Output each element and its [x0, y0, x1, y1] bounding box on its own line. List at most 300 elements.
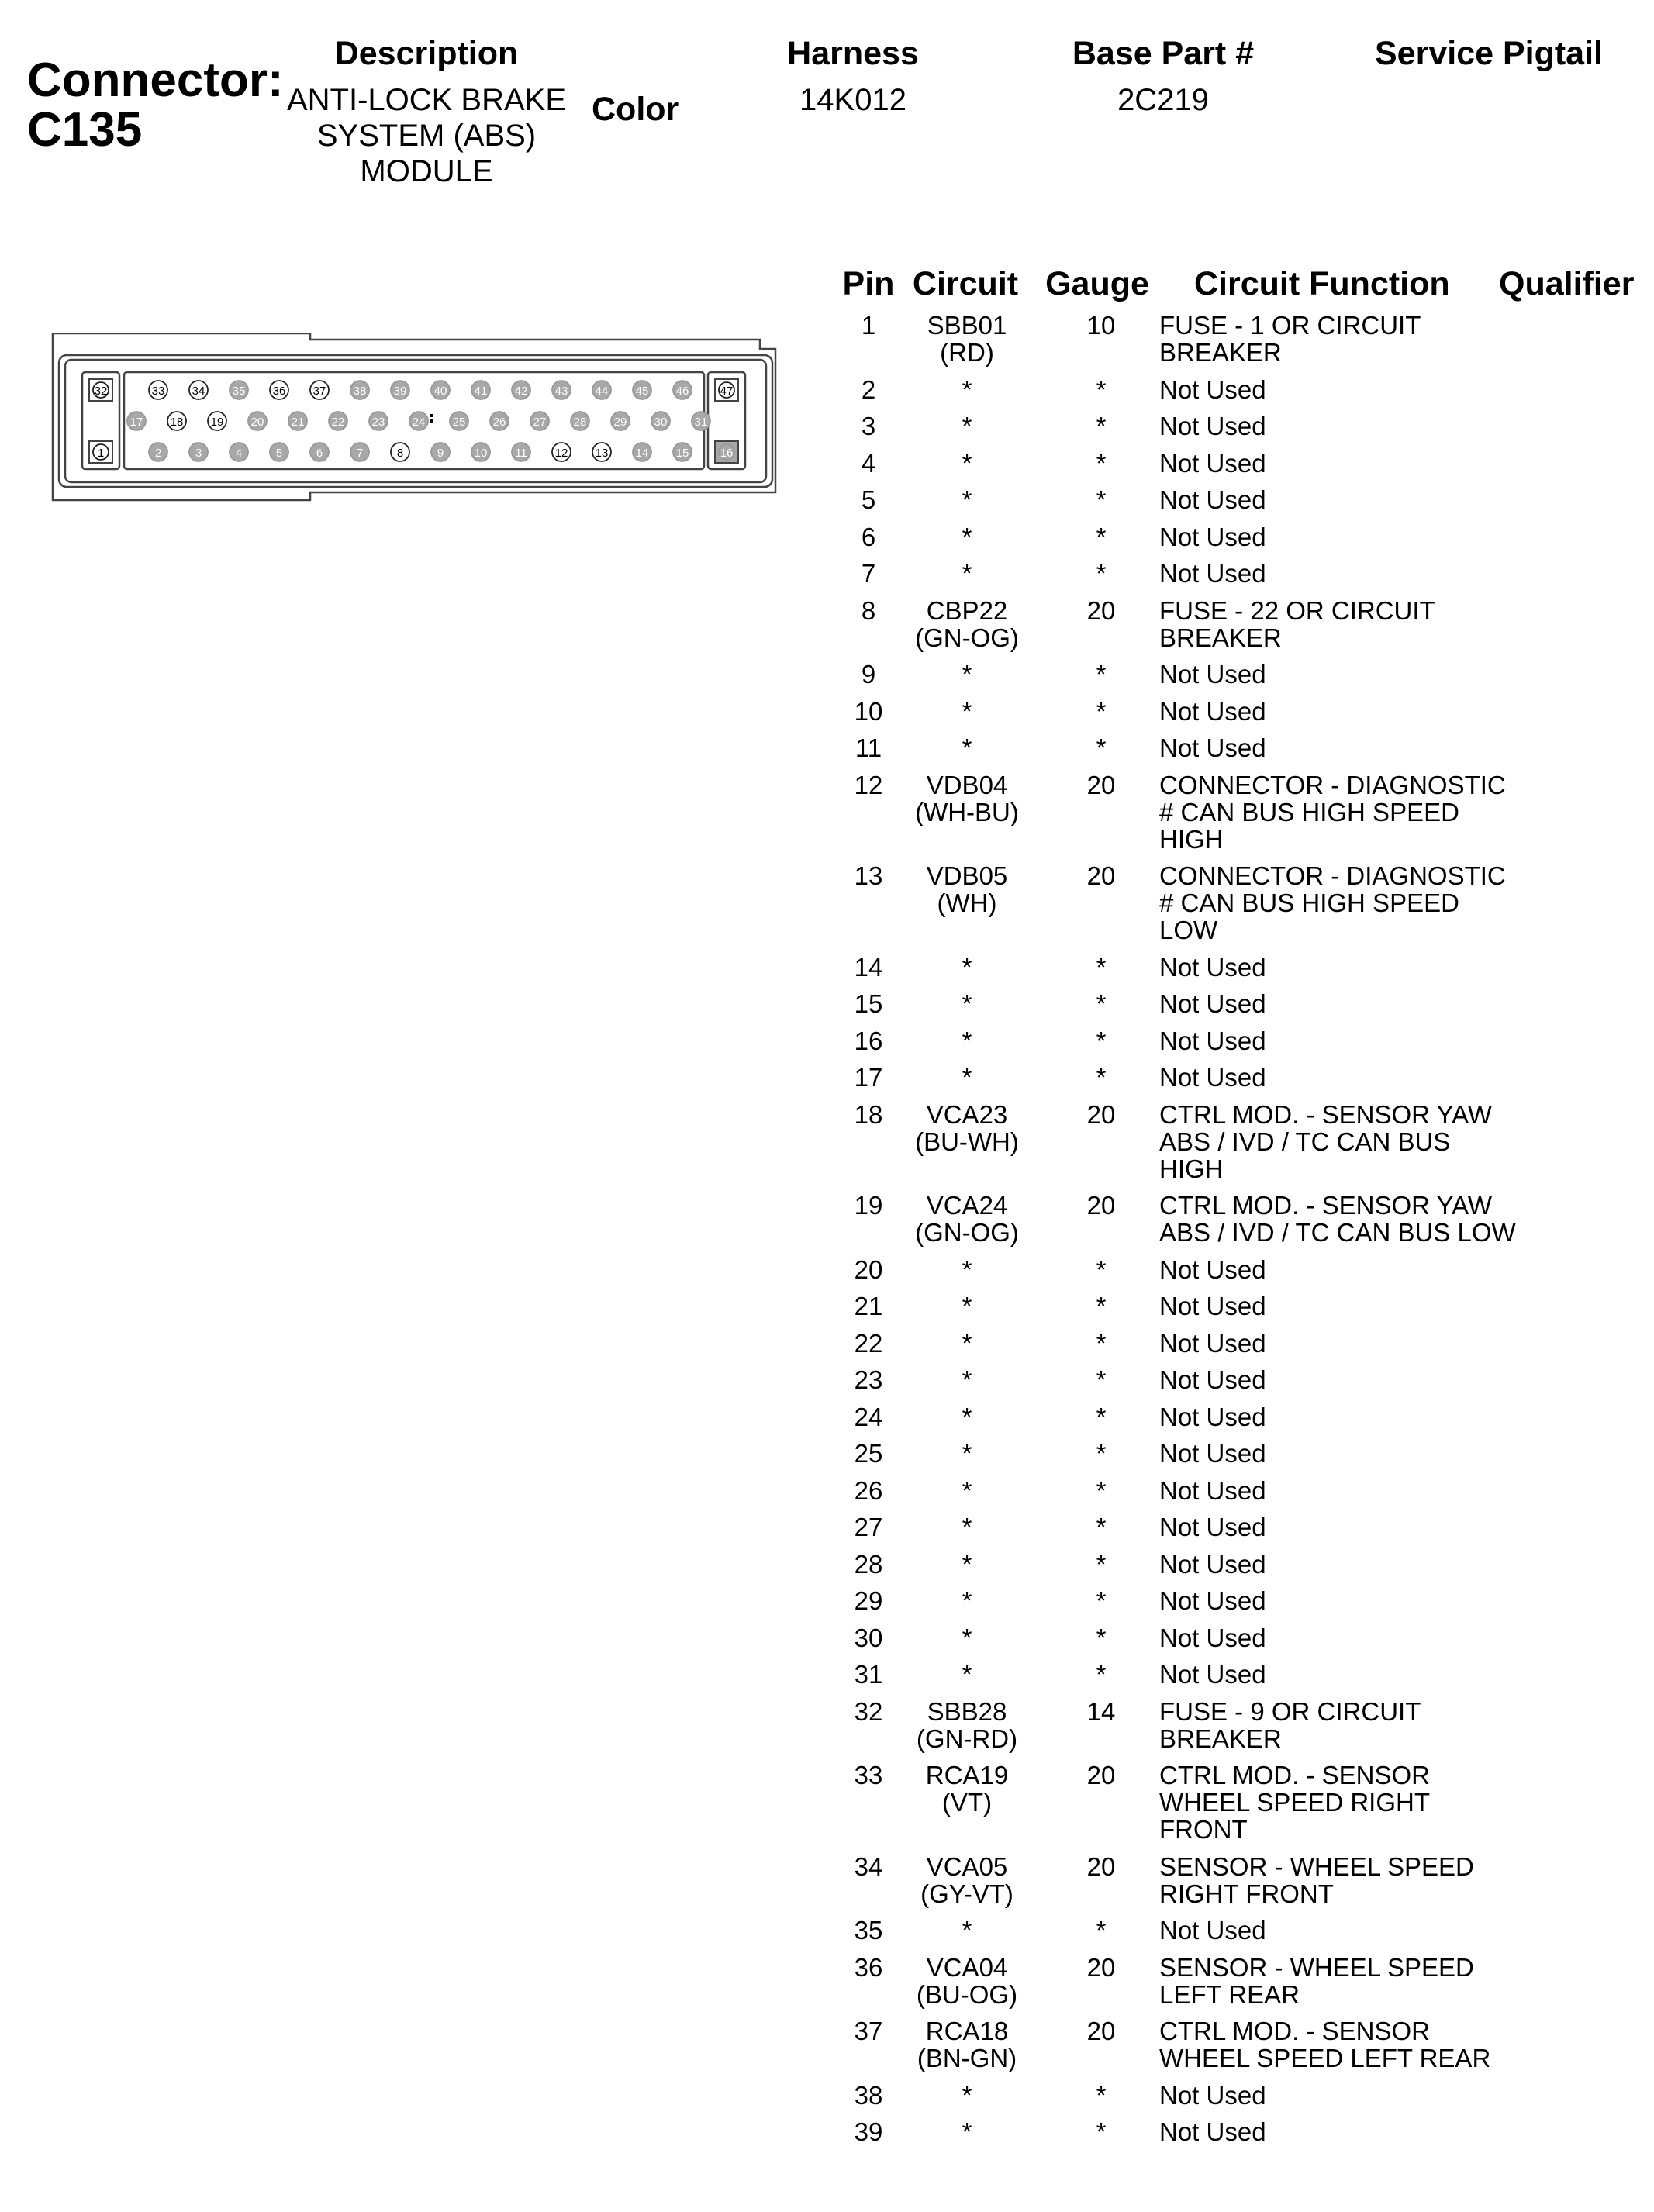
pin-label: 2 [154, 447, 162, 460]
pin-37 [310, 381, 329, 399]
circuit-cell [909, 2118, 1025, 2145]
pin-10 [471, 443, 490, 461]
pin-label: 36 [272, 385, 286, 398]
table-row [834, 312, 1648, 366]
table-row [834, 2118, 1648, 2145]
pin-label: 31 [694, 416, 708, 429]
pin-26 [490, 412, 509, 430]
pin-number: 19 [854, 1191, 883, 1220]
wire-gauge: * [1096, 485, 1107, 514]
circuit-function: Not Used [1159, 1063, 1266, 1092]
pin-label: 12 [554, 447, 568, 460]
pin-label: 19 [210, 416, 224, 429]
pin-number: 35 [854, 1916, 883, 1945]
pin-number: 21 [854, 1292, 883, 1320]
table-row [834, 1587, 1648, 1614]
table-row [834, 1292, 1648, 1320]
table-row [834, 486, 1648, 513]
pin-41 [471, 381, 490, 399]
pin-number: 8 [861, 595, 876, 625]
pin-3 [189, 443, 208, 461]
pin-11 [512, 443, 530, 461]
circuit-function: Not Used [1159, 660, 1266, 688]
circuit-cell [909, 771, 1025, 826]
pin-label: 41 [474, 385, 488, 398]
circuit-function: CTRL MOD. - SENSOR YAW ABS / IVD / TC CAN BUS HIGH [1159, 1099, 1493, 1183]
wire-gauge: 20 [1086, 770, 1116, 799]
wire-gauge: * [1096, 1328, 1107, 1358]
circuit-cell [909, 1853, 1025, 1907]
table-row [834, 1513, 1648, 1541]
circuit-cell [909, 2017, 1025, 2072]
pin-label: 21 [291, 416, 305, 429]
wire-gauge: * [1096, 952, 1107, 982]
table-row [834, 560, 1648, 587]
circuit-cell [909, 1366, 1025, 1393]
pin-label: 22 [331, 416, 345, 429]
pin-label: 33 [151, 385, 165, 398]
circuit-cell [909, 1256, 1025, 1283]
pin-number: 24 [854, 1402, 883, 1431]
connector-label: Connector: [27, 53, 284, 107]
pin-label: 30 [654, 416, 668, 429]
wire-color: (BU-WH) [915, 1127, 1019, 1156]
circuit-id: * [962, 1328, 972, 1358]
pin-7 [350, 443, 369, 461]
pin-number: 12 [854, 770, 883, 799]
table-row [834, 1064, 1648, 1091]
pin-table [834, 312, 1648, 2155]
table-row [834, 1101, 1648, 1182]
pin-label: 18 [170, 416, 184, 429]
wire-color: (GN-OG) [915, 1218, 1019, 1247]
circuit-function: Not Used [1159, 1513, 1266, 1541]
pin-4 [230, 443, 248, 461]
circuit-function: FUSE - 22 OR CIRCUIT BREAKER [1159, 595, 1435, 652]
pin-42 [512, 381, 530, 399]
pin-label: 14 [635, 447, 649, 460]
pin-29 [611, 412, 630, 430]
pin-number: 38 [854, 2080, 883, 2110]
pin-number: 7 [861, 559, 876, 588]
pin-1 [89, 441, 112, 463]
circuit-id: * [962, 1402, 972, 1431]
pin-label: 37 [312, 385, 326, 398]
pin-label: 4 [235, 447, 243, 460]
circuit-function: Not Used [1159, 1475, 1266, 1505]
pin-label: 6 [316, 447, 323, 460]
circuit-id: VCA04 [926, 1952, 1008, 1982]
circuit-cell [909, 734, 1025, 761]
circuit-function: FUSE - 9 OR CIRCUIT BREAKER [1159, 1696, 1421, 1753]
pin-25 [450, 412, 468, 430]
pin-number: 6 [861, 522, 876, 551]
circuit-function: CTRL MOD. - SENSOR WHEEL SPEED RIGHT FRONT [1159, 1761, 1430, 1844]
table-row [834, 450, 1648, 477]
circuit-function: SENSOR - WHEEL SPEED RIGHT FRONT [1159, 1851, 1474, 1908]
pin-14 [633, 443, 651, 461]
circuit-id: VCA05 [926, 1851, 1008, 1881]
pin-45 [633, 381, 651, 399]
circuit-function: Not Used [1159, 696, 1266, 726]
pin-label: 16 [720, 447, 734, 460]
wire-gauge: 20 [1086, 861, 1116, 890]
pin-label: 20 [250, 416, 264, 429]
table-row [834, 1624, 1648, 1651]
circuit-id: * [962, 660, 972, 688]
pin-number: 37 [854, 2017, 883, 2045]
table-row [834, 1256, 1648, 1283]
circuit-cell [909, 597, 1025, 651]
circuit-function: Not Used [1159, 2117, 1266, 2146]
pin-label: 38 [353, 385, 367, 398]
wire-gauge: 20 [1086, 2017, 1116, 2045]
circuit-id: * [962, 1660, 972, 1689]
pin-number: 22 [854, 1328, 883, 1358]
wire-gauge: * [1096, 1586, 1107, 1615]
wire-gauge: * [1096, 1549, 1107, 1579]
pin-number: 26 [854, 1475, 883, 1505]
pin-31 [692, 412, 710, 430]
wire-gauge: * [1096, 1439, 1107, 1468]
circuit-cell [909, 2082, 1025, 2109]
circuit-id: * [962, 1916, 972, 1945]
circuit-id: * [962, 696, 972, 726]
circuit-id: * [962, 952, 972, 982]
pin-label: 29 [613, 416, 627, 429]
wire-gauge: 20 [1086, 1851, 1116, 1881]
pin-label: 5 [275, 447, 283, 460]
circuit-id: * [962, 1586, 972, 1615]
pin-label: 40 [433, 385, 447, 398]
pin-label: 8 [396, 447, 404, 460]
pin-number: 30 [854, 1623, 883, 1652]
table-row [834, 523, 1648, 550]
table-row [834, 661, 1648, 688]
circuit-function: Not Used [1159, 1328, 1266, 1358]
pin-number: 3 [861, 412, 876, 440]
table-row [834, 1027, 1648, 1054]
circuit-id: * [962, 559, 972, 588]
wire-gauge: 20 [1086, 1099, 1116, 1129]
wire-gauge: * [1096, 374, 1107, 404]
pin-label: 46 [675, 385, 689, 398]
pin-number: 14 [854, 952, 883, 982]
pin-label: 23 [371, 416, 385, 429]
circuit-cell [909, 450, 1025, 477]
wire-gauge: * [1096, 522, 1107, 551]
circuit-function: SENSOR - WHEEL SPEED LEFT REAR [1159, 1952, 1474, 2009]
wire-gauge: 10 [1086, 311, 1116, 340]
circuit-id: RCA19 [925, 1761, 1009, 1789]
pin-number: 23 [854, 1365, 883, 1394]
circuit-id: * [962, 733, 972, 762]
circuit-function: Not Used [1159, 1660, 1266, 1689]
circuit-id: * [962, 412, 972, 440]
pin-16 [715, 441, 738, 463]
table-row [834, 734, 1648, 761]
table-row [834, 1403, 1648, 1430]
pin-22 [329, 412, 347, 430]
circuit-function: CTRL MOD. - SENSOR YAW ABS / IVD / TC CAN BUS LOW [1159, 1191, 1516, 1247]
wire-gauge: * [1096, 660, 1107, 688]
pin-number: 4 [861, 448, 876, 478]
harness-label: Harness [787, 35, 919, 72]
wire-gauge: * [1096, 448, 1107, 478]
wire-gauge: * [1096, 1063, 1107, 1092]
circuit-function: Not Used [1159, 1402, 1266, 1431]
wire-gauge: 20 [1086, 1191, 1116, 1220]
wire-color: (GN-OG) [915, 623, 1019, 652]
pin-label: 44 [595, 385, 609, 398]
table-row [834, 1954, 1648, 2008]
circuit-function: Not Used [1159, 989, 1266, 1018]
wire-gauge: * [1096, 696, 1107, 726]
circuit-cell [909, 954, 1025, 981]
pin-label: 26 [492, 416, 506, 429]
pin-label: 45 [635, 385, 649, 398]
pin-47 [715, 379, 738, 401]
column-header-circuit: Circuit [912, 265, 1019, 302]
pin-number: 10 [854, 696, 883, 726]
pin-number: 2 [861, 374, 876, 404]
wire-gauge: * [1096, 1660, 1107, 1689]
description-label: Description [334, 35, 519, 72]
harness-value: 14K012 [799, 83, 906, 117]
pin-13 [592, 443, 611, 461]
pin-label: 35 [232, 385, 246, 398]
circuit-id: * [962, 1475, 972, 1505]
base-part-label: Base Part # [1072, 35, 1255, 72]
pin-33 [149, 381, 167, 399]
pin-20 [248, 412, 267, 430]
circuit-cell [909, 1477, 1025, 1504]
wire-gauge: * [1096, 559, 1107, 588]
wire-color: (RD) [940, 338, 994, 367]
circuit-cell [909, 1661, 1025, 1688]
circuit-cell [909, 990, 1025, 1017]
pin-label: 24 [412, 416, 426, 429]
wire-gauge: * [1096, 1475, 1107, 1505]
pin-label: 47 [720, 385, 734, 398]
circuit-cell [909, 376, 1025, 403]
circuit-function: Not Used [1159, 485, 1266, 514]
table-row [834, 597, 1648, 651]
circuit-id: SBB28 [927, 1696, 1007, 1726]
circuit-id: * [962, 1549, 972, 1579]
circuit-function: Not Used [1159, 1549, 1266, 1579]
table-row [834, 1551, 1648, 1578]
table-row [834, 1917, 1648, 1944]
pin-2 [149, 443, 167, 461]
circuit-cell [909, 1587, 1025, 1614]
pin-label: 34 [192, 385, 205, 398]
circuit-id: * [962, 448, 972, 478]
pin-number: 13 [854, 861, 883, 890]
circuit-function: Not Used [1159, 1623, 1266, 1652]
column-header-qualifier: Qualifier [1499, 265, 1635, 302]
pin-46 [673, 381, 692, 399]
circuit-function: Not Used [1159, 1254, 1266, 1284]
pin-number: 29 [854, 1586, 883, 1615]
pin-number: 9 [861, 660, 876, 688]
wire-color: (WH-BU) [915, 797, 1019, 826]
table-row [834, 771, 1648, 853]
pin-5 [270, 443, 288, 461]
circuit-cell [909, 412, 1025, 440]
circuit-id: VCA24 [926, 1191, 1008, 1220]
circuit-id: CBP22 [926, 595, 1008, 625]
wire-color: (BN-GN) [917, 2044, 1017, 2072]
circuit-function: Not Used [1159, 412, 1266, 440]
circuit-function: FUSE - 1 OR CIRCUIT BREAKER [1159, 311, 1421, 367]
wire-gauge: 20 [1086, 595, 1116, 625]
circuit-id: * [962, 1254, 972, 1284]
pin-label: 25 [452, 416, 466, 429]
pin-35 [230, 381, 248, 399]
pin-number: 5 [861, 485, 876, 514]
circuit-cell [909, 1292, 1025, 1320]
circuit-id: * [962, 374, 972, 404]
circuit-function: Not Used [1159, 733, 1266, 762]
pin-number: 27 [854, 1513, 883, 1541]
pin-label: 42 [514, 385, 528, 398]
pin-12 [552, 443, 571, 461]
wire-gauge: * [1096, 1026, 1107, 1055]
pin-number: 33 [854, 1761, 883, 1789]
pin-44 [592, 381, 611, 399]
table-row [834, 1853, 1648, 1907]
pin-23 [369, 412, 388, 430]
pin-label: 28 [573, 416, 587, 429]
pin-number: 16 [854, 1026, 883, 1055]
circuit-id: VCA23 [926, 1099, 1008, 1129]
circuit-cell [909, 1064, 1025, 1091]
pin-label: 17 [129, 416, 143, 429]
column-header-gauge: Gauge [1045, 265, 1149, 302]
circuit-function: Not Used [1159, 1916, 1266, 1945]
wire-color: (WH) [937, 889, 997, 917]
description-value: ANTI-LOCK BRAKE SYSTEM (ABS) MODULE [286, 83, 567, 188]
pin-label: 3 [195, 447, 202, 460]
circuit-cell [909, 1917, 1025, 1944]
table-row [834, 2017, 1648, 2072]
circuit-id: VDB04 [926, 770, 1008, 799]
wire-gauge: * [1096, 412, 1107, 440]
circuit-function: Not Used [1159, 1439, 1266, 1468]
table-row [834, 1661, 1648, 1688]
circuit-cell [909, 560, 1025, 587]
circuit-function: CONNECTOR - DIAGNOSTIC # CAN BUS HIGH SPEED HIGH [1159, 770, 1506, 854]
circuit-function: CTRL MOD. - SENSOR WHEEL SPEED LEFT REAR [1159, 2017, 1491, 2072]
pin-label: 32 [94, 385, 108, 398]
circuit-function: CONNECTOR - DIAGNOSTIC # CAN BUS HIGH SPEED LOW [1159, 861, 1506, 944]
pin-label: 11 [515, 447, 527, 460]
wire-gauge: * [1096, 989, 1107, 1018]
pin-number: 36 [854, 1952, 883, 1982]
pin-label: 43 [554, 385, 568, 398]
circuit-cell [909, 1954, 1025, 2008]
pin-8 [391, 443, 409, 461]
pin-36 [270, 381, 288, 399]
circuit-id: * [962, 1439, 972, 1468]
circuit-cell [909, 312, 1025, 366]
circuit-function: Not Used [1159, 1365, 1266, 1394]
pin-number: 32 [854, 1696, 883, 1726]
table-row [834, 1192, 1648, 1246]
base-part-value: 2C219 [1117, 83, 1209, 117]
pin-number: 11 [855, 733, 882, 762]
pin-number: 28 [854, 1549, 883, 1579]
pin-38 [350, 381, 369, 399]
wire-color: (VT) [941, 1788, 993, 1817]
wire-gauge: 20 [1086, 1761, 1116, 1789]
pin-18 [167, 412, 186, 430]
pin-label: 1 [97, 447, 105, 460]
pin-39 [391, 381, 409, 399]
wire-color: (BU-OG) [916, 1979, 1018, 2009]
circuit-cell [909, 698, 1025, 725]
wire-gauge: * [1096, 1292, 1107, 1320]
circuit-id: RCA18 [925, 2017, 1009, 2045]
circuit-id: * [962, 1063, 972, 1092]
pin-15 [673, 443, 692, 461]
pin-30 [651, 412, 670, 430]
pin-label: 13 [595, 447, 609, 460]
circuit-function: Not Used [1159, 448, 1266, 478]
circuit-id: * [962, 522, 972, 551]
table-row [834, 1366, 1648, 1393]
pin-number: 39 [854, 2117, 883, 2146]
circuit-cell [909, 862, 1025, 916]
pin-number: 15 [854, 989, 883, 1018]
wire-gauge: * [1096, 1623, 1107, 1652]
wire-gauge: 14 [1086, 1696, 1116, 1726]
circuit-cell [909, 1762, 1025, 1816]
table-row [834, 376, 1648, 403]
pin-label: 10 [474, 447, 488, 460]
wire-gauge: * [1096, 1916, 1107, 1945]
wire-gauge: * [1096, 1365, 1107, 1394]
circuit-function: Not Used [1159, 522, 1266, 551]
pin-label: 15 [675, 447, 689, 460]
table-row [834, 862, 1648, 944]
circuit-id: * [962, 1292, 972, 1320]
wire-gauge: 20 [1086, 1952, 1116, 1982]
wire-color: (GN-RD) [916, 1724, 1018, 1753]
circuit-function: Not Used [1159, 374, 1266, 404]
circuit-cell [909, 1403, 1025, 1430]
connector-id: C135 [27, 103, 143, 157]
circuit-cell [909, 1513, 1025, 1541]
color-label: Color [592, 91, 679, 128]
pin-6 [310, 443, 329, 461]
pin-24 [409, 412, 428, 430]
pin-9 [431, 443, 450, 461]
pin-number: 18 [854, 1099, 883, 1129]
pin-label: 27 [533, 416, 547, 429]
column-header-pin: Pin [842, 265, 895, 302]
circuit-function: Not Used [1159, 1586, 1266, 1615]
pin-number: 25 [854, 1439, 883, 1468]
pin-label: 7 [356, 447, 364, 460]
circuit-id: * [962, 1026, 972, 1055]
circuit-cell [909, 1330, 1025, 1357]
circuit-function: Not Used [1159, 1026, 1266, 1055]
pin-number: 17 [854, 1063, 883, 1092]
circuit-function: Not Used [1159, 2080, 1266, 2110]
pin-number: 1 [861, 311, 876, 340]
